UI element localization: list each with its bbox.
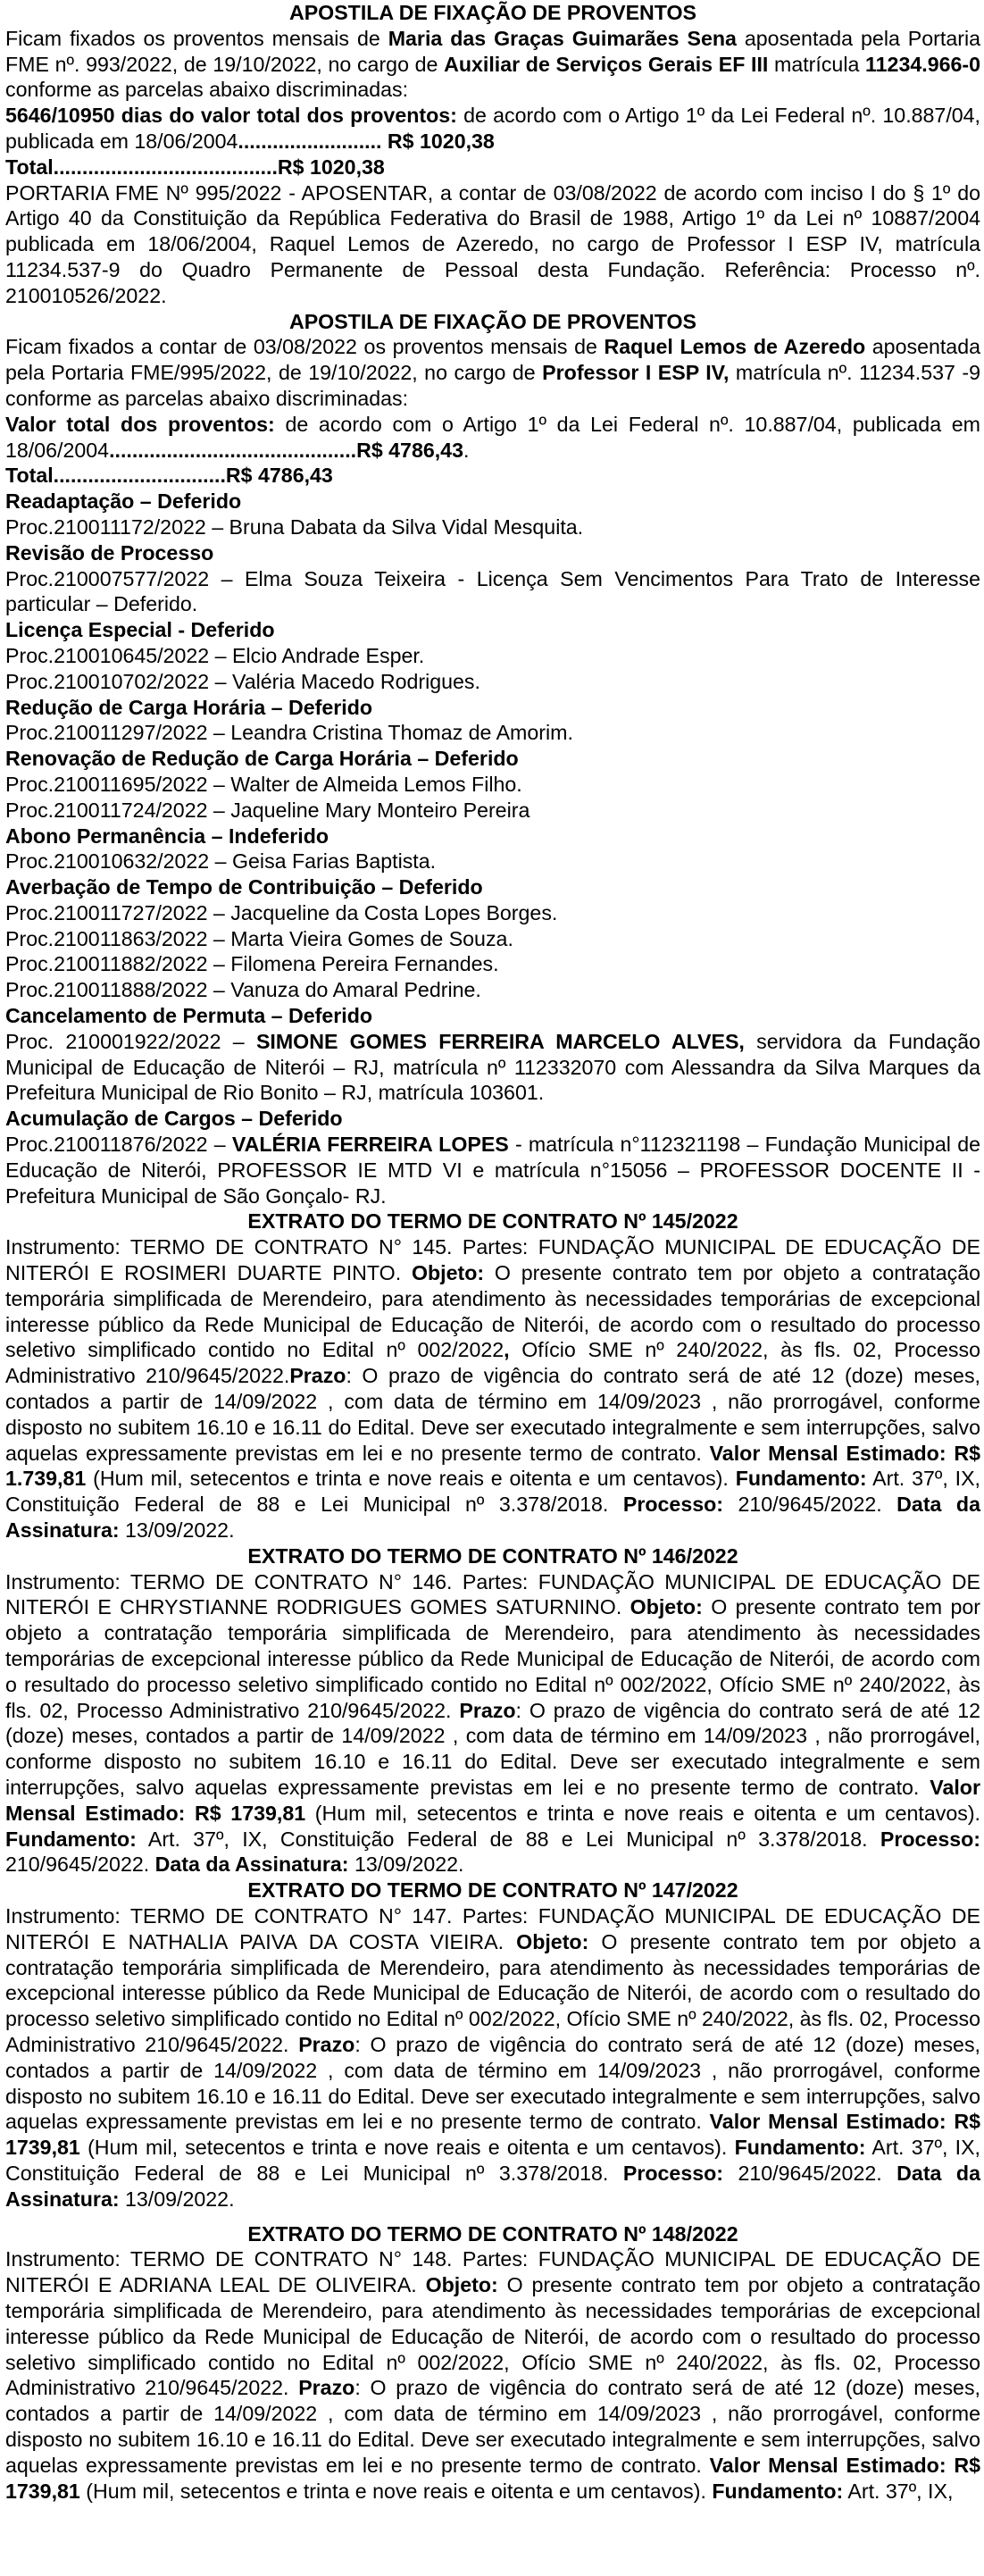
total-value: Total.......................................R$ 1020,38 — [5, 155, 385, 179]
parcel-value: ...........................................R$ 4786,43 — [109, 438, 463, 462]
text: O presente contrato tem por objeto a contratação temporária simplificada de Merendeiro, para atendimento às necessidades temporárias de excepcional interesse público da Rede Municipal de Educação de Niterói, de acordo com o resultado do processo seletivo simplificado contido no Edital nº 002/2022, Ofício SME nº 240/2022, às fls. 02, Processo Administrativo 210/9645/2022. — [5, 1929, 980, 2056]
apostila-title: APOSTILA DE FIXAÇÃO DE PROVENTOS — [288, 1, 697, 24]
spacer — [5, 2212, 980, 2221]
text: Ficam fixados os proventos mensais de — [5, 26, 388, 50]
text: : O prazo de vigência do contrato será de até 12 (doze) meses, contados a partir de 14/09/2022 , com data de término em 14/09/2023 , não prorrogável, conforme disposto no subitem 16.10 e 16.11 do Edital. Deve ser executado integralmente e sem interrupções, salvo aquelas expressamente previstas em lei e no presente termo de contrato. — [5, 1698, 980, 1799]
parcel-label: Valor total dos proventos: — [5, 412, 275, 436]
text: Art. 37º, IX, Constituição Federal de 88 e Lei Municipal nº 3.378/2018. — [5, 1467, 980, 1517]
text: (Hum mil, setecentos e trinta e nove reais e oitenta e um centavos). — [305, 1801, 980, 1825]
text: O presente contrato tem por objeto a contratação temporária simplificada de Merendeiro, para atendimento às necessidades temporárias de excepcional interesse público da Rede Municipal de Educação de Niterói, de acordo com o resultado do processo seletivo simplificado contido no Edital nº 002/2022 — [5, 1261, 980, 1362]
label: Fundamento: — [712, 2479, 844, 2503]
text: aposentada pela Portaria FME/995/2022, de 19/10/2022, no cargo de — [5, 335, 980, 385]
text: servidora da Fundação Municipal de Educação de Niterói – RJ, matrícula nº 112332070 com Alessandra da Silva Marques da Prefeitura Municipal de Rio Bonito – RJ, matrícula 103601. — [5, 1029, 980, 1105]
list-item: Proc.210010645/2022 – Elcio Andrade Esper. — [5, 643, 425, 667]
contract-paragraph — [5, 2246, 980, 2504]
label: Prazo — [298, 2376, 355, 2400]
section-heading — [5, 1003, 980, 1029]
text: de acordo com o Artigo 1º da Lei Federal nº. 10.887/04, publicada em 18/06/2004 — [5, 412, 980, 462]
person-name: SIMONE GOMES FERREIRA MARCELO ALVES, — [255, 1029, 745, 1053]
text: 13/09/2022. — [119, 2187, 235, 2211]
text: de acordo com o Artigo 1º da Lei Federal nº. 10.887/04, publicada em 18/06/2004 — [5, 104, 980, 153]
text: 210/9645/2022. — [5, 1853, 155, 1877]
list-item: Proc.210011297/2022 – Leandra Cristina Thomaz de Amorim. — [5, 721, 573, 745]
text: (Hum mil, setecentos e trinta e nove reais e oitenta e um centavos). — [79, 2479, 713, 2503]
list-item: Proc.210011695/2022 – Walter de Almeida Lemos Filho. — [5, 772, 522, 796]
section-heading — [5, 540, 980, 566]
text: : O prazo de vigência do contrato será de até 12 (doze) meses, contados a partir de 14/09/2022 , com data de término em 14/09/2023 , não prorrogável, conforme disposto no subitem 16.10 e 16.11 do Edital. Deve ser executado integralmente e sem interrupções, salvo aquelas expressamente previstas em lei e no presente termo de contrato. — [5, 2376, 980, 2477]
text: . — [463, 438, 470, 462]
list-item: Proc.210011727/2022 – Jacqueline da Costa Lopes Borges. — [5, 900, 558, 924]
label: Processo: — [880, 1827, 980, 1851]
heading-text: Revisão de Processo — [5, 540, 214, 565]
parcel-label: 5646/10950 dias do valor total dos proventos: — [5, 104, 457, 128]
text: (Hum mil, setecentos e trinta e nove reais e oitenta e um centavos). — [79, 2136, 735, 2160]
text: 210/9645/2022. — [723, 2161, 897, 2185]
contract-title: EXTRATO DO TERMO DE CONTRATO Nº 146/2022 — [247, 1543, 738, 1568]
list-item: Proc.210007577/2022 – Elma Souza Teixeira - Licença Sem Vencimentos Para Trato de Interesse particular – Deferido. — [5, 566, 980, 616]
label: Processo: — [622, 1493, 723, 1517]
text: matrícula — [768, 52, 866, 76]
apostila-paragraph — [5, 26, 980, 103]
contract-paragraph — [5, 1569, 980, 1878]
person-name: VALÉRIA FERREIRA LOPES — [231, 1133, 509, 1157]
text: : O prazo de vigência do contrato será de até 12 (doze) meses, contados a partir de 14/09/2022 , com data de término em 14/09/2023 , não prorrogável, conforme disposto no subitem 16.10 e 16.11 do Edital. Deve ser executado integralmente e sem interrupções, salvo aquelas expressamente previstas em lei e no presente termo de contrato. — [5, 2032, 980, 2134]
list-item: Proc.210011882/2022 – Filomena Pereira Fernandes. — [5, 952, 499, 976]
heading-text: Renovação de Redução de Carga Horária – Deferido — [5, 747, 519, 771]
label: Fundamento: — [735, 1467, 867, 1491]
text: Proc. 210001922/2022 – — [5, 1029, 256, 1053]
heading-text: Averbação de Tempo de Contribuição – Deferido — [5, 875, 483, 899]
list-item: Proc.210011863/2022 – Marta Vieira Gomes de Souza. — [5, 926, 513, 950]
section-heading — [5, 746, 980, 772]
apostila-paragraph — [5, 334, 980, 411]
contract-title: EXTRATO DO TERMO DE CONTRATO Nº 147/2022 — [247, 1878, 738, 1903]
list-item: Proc.210011888/2022 – Vanuza do Amaral Pedrine. — [5, 978, 481, 1002]
text: 13/09/2022. — [348, 1853, 464, 1877]
label: Prazo — [298, 2032, 355, 2056]
label: Valor Mensal Estimado: R$ 1.739,81 — [5, 1441, 980, 1491]
text: conforme as parcelas abaixo discriminadas: — [5, 78, 409, 102]
text: Proc.210011876/2022 – — [5, 1133, 232, 1157]
job-title: Professor I ESP IV, — [542, 361, 730, 385]
heading-text: Abono Permanência – Indeferido — [5, 824, 329, 848]
label: Data da Assinatura: — [5, 2161, 980, 2211]
list-item: Proc.210011172/2022 – Bruna Dabata da Silva Vidal Mesquita. — [5, 514, 584, 539]
text: Ficam fixados a contar de 03/08/2022 os proventos mensais de — [5, 335, 605, 359]
text: Art. 37º, IX, Constituição Federal de 88 e Lei Municipal nº 3.378/2018. — [5, 2136, 980, 2185]
total-line — [5, 155, 980, 180]
heading-text: Licença Especial - Deferido — [5, 618, 275, 642]
label: Objeto: — [411, 1261, 485, 1285]
text: Art. 37º, IX, — [843, 2479, 954, 2503]
parcel-value: ......................... R$ 1020,38 — [238, 129, 495, 153]
label: Objeto: — [516, 1929, 589, 1953]
parcel-line — [5, 103, 980, 155]
section-heading — [5, 617, 980, 643]
text: O presente contrato tem por objeto a contratação temporária simplificada de Merendeiro, para atendimento às necessidades temporárias de excepcional interesse público da Rede Municipal de Educação de Niterói, de acordo com o resultado do processo seletivo simplificado contido no Edital nº 002/2022, Ofício SME nº 240/2022, às fls. 02, Processo Administrativo 210/9645/2022. — [5, 2273, 980, 2400]
label: Objeto: — [630, 1595, 703, 1619]
label: Prazo — [289, 1364, 346, 1388]
label: Valor Mensal Estimado: R$ 1739,81 — [5, 2110, 980, 2160]
text: Instrumento: TERMO DE CONTRATO N° 146. Partes: FUNDAÇÃO MUNICIPAL DE EDUCAÇÃO DE NITERÓI E CHRYSTIANNE RODRIGUES GOMES SATURNINO. — [5, 1569, 980, 1619]
list-item: Proc.210010702/2022 – Valéria Macedo Rodrigues. — [5, 669, 480, 693]
text: Ofício SME nº 240/2022, às fls. 02, Processo Administrativo 210/9645/2022. — [5, 1338, 980, 1388]
section-heading — [5, 695, 980, 721]
text: : O prazo de vigência do contrato será de até 12 (doze) meses, contados a partir de 14/09/2022 , com data de término em 14/09/2023 , não prorrogável, conforme disposto no subitem 16.10 e 16.11 do Edital. Deve ser executado integralmente e sem interrupções, salvo aquelas expressamente previstas em lei e no presente termo de contrato. — [5, 1364, 980, 1465]
list-item: Proc.210011724/2022 – Jaqueline Mary Monteiro Pereira — [5, 798, 530, 822]
section-heading — [5, 874, 980, 900]
text: Art. 37º, IX, Constituição Federal de 88 e Lei Municipal nº 3.378/2018. — [136, 1827, 880, 1851]
portaria-paragraph: PORTARIA FME Nº 995/2022 - APOSENTAR, a contar de 03/08/2022 de acordo com inciso I do § 1º do Artigo 40 da Constituição da República Federativa do Brasil de 1988, Artigo 1º da Lei nº 10887/2004 publicada em 18/06/2004, Raquel Lemos de Azeredo, no cargo de Professor I ESP IV, matrícula 11234.537-9 do Quadro Permanente de Pessoal desta Fundação. Referência: Processo nº. 210010526/2022. — [5, 180, 980, 307]
text: 210/9645/2022. — [723, 1493, 897, 1517]
contract-paragraph — [5, 1234, 980, 1543]
text: matrícula nº. 11234.537 -9 conforme as parcelas abaixo discriminadas: — [5, 361, 980, 410]
contract-paragraph — [5, 1903, 980, 2212]
heading-text: Redução de Carga Horária – Deferido — [5, 695, 373, 719]
heading-text: Cancelamento de Permuta – Deferido — [5, 1004, 373, 1028]
text: Instrumento: TERMO DE CONTRATO N° 148. Partes: FUNDAÇÃO MUNICIPAL DE EDUCAÇÃO DE NITERÓI E ADRIANA LEAL DE OLIVEIRA. — [5, 2247, 980, 2297]
label: Processo: — [622, 2161, 723, 2185]
registration-number: 11234.966-0 — [865, 52, 980, 76]
apostila-title: APOSTILA DE FIXAÇÃO DE PROVENTOS — [288, 309, 697, 333]
text: Instrumento: TERMO DE CONTRATO N° 147. Partes: FUNDAÇÃO MUNICIPAL DE EDUCAÇÃO DE NITERÓI E NATHALIA PAIVA DA COSTA VIEIRA. — [5, 1903, 980, 1953]
text: Instrumento: TERMO DE CONTRATO N° 145. Partes: FUNDAÇÃO MUNICIPAL DE EDUCAÇÃO DE NITERÓI E ROSIMERI DUARTE PINTO. — [5, 1235, 980, 1285]
section-heading — [5, 1106, 980, 1132]
label: Valor Mensal Estimado: R$ 1739,81 — [5, 2453, 980, 2503]
label: , — [504, 1338, 510, 1362]
total-value: Total..............................R$ 4786,43 — [5, 464, 333, 488]
contract-title: EXTRATO DO TERMO DE CONTRATO Nº 145/2022 — [247, 1209, 738, 1234]
contract-title: EXTRATO DO TERMO DE CONTRATO Nº 148/2022 — [247, 2221, 738, 2246]
label: Fundamento: — [5, 1827, 137, 1851]
section-heading — [5, 824, 980, 849]
text: 13/09/2022. — [119, 1518, 235, 1543]
label: Prazo — [459, 1698, 516, 1722]
heading-text: Readaptação – Deferido — [5, 489, 242, 514]
parcel-line — [5, 412, 980, 464]
list-item — [5, 1029, 980, 1106]
label: Fundamento: — [734, 2136, 866, 2160]
text: O presente contrato tem por objeto a contratação temporária simplificada de Merendeiro, para atendimento às necessidades temporárias de excepcional interesse público da Rede Municipal de Educação de Niterói, de acordo com o resultado do processo seletivo simplificado contido no Edital nº 002/2022, Ofício SME nº 240/2022, às fls. 02, Processo Administrativo 210/9645/2022. — [5, 1595, 980, 1722]
text: (Hum mil, setecentos e trinta e nove reais e oitenta e um centavos). — [86, 1467, 736, 1491]
total-line — [5, 463, 980, 489]
text: - matrícula n°112321198 – Fundação Municipal de Educação de Niterói, PROFESSOR IE MTD VI e matrícula n°15056 – PROFESSOR DOCENTE II - Prefeitura Municipal de São Gonçalo- RJ. — [5, 1133, 980, 1208]
job-title: Auxiliar de Serviços Gerais EF III — [444, 52, 769, 76]
list-item: Proc.210010632/2022 – Geisa Farias Baptista. — [5, 849, 437, 874]
heading-text: Acumulação de Cargos – Deferido — [5, 1107, 343, 1131]
list-item — [5, 1132, 980, 1209]
text: aposentada pela Portaria FME nº. 993/2022, de 19/10/2022, no cargo de — [5, 26, 980, 76]
label: Data da Assinatura: — [154, 1853, 349, 1877]
beneficiary-name: Raquel Lemos de Azeredo — [604, 335, 866, 359]
section-heading — [5, 489, 980, 514]
label: Objeto: — [425, 2273, 498, 2297]
label: Data da Assinatura: — [5, 1493, 980, 1543]
label: Valor Mensal Estimado: R$ 1739,81 — [5, 1775, 980, 1825]
beneficiary-name: Maria das Graças Guimarães Sena — [388, 26, 737, 50]
